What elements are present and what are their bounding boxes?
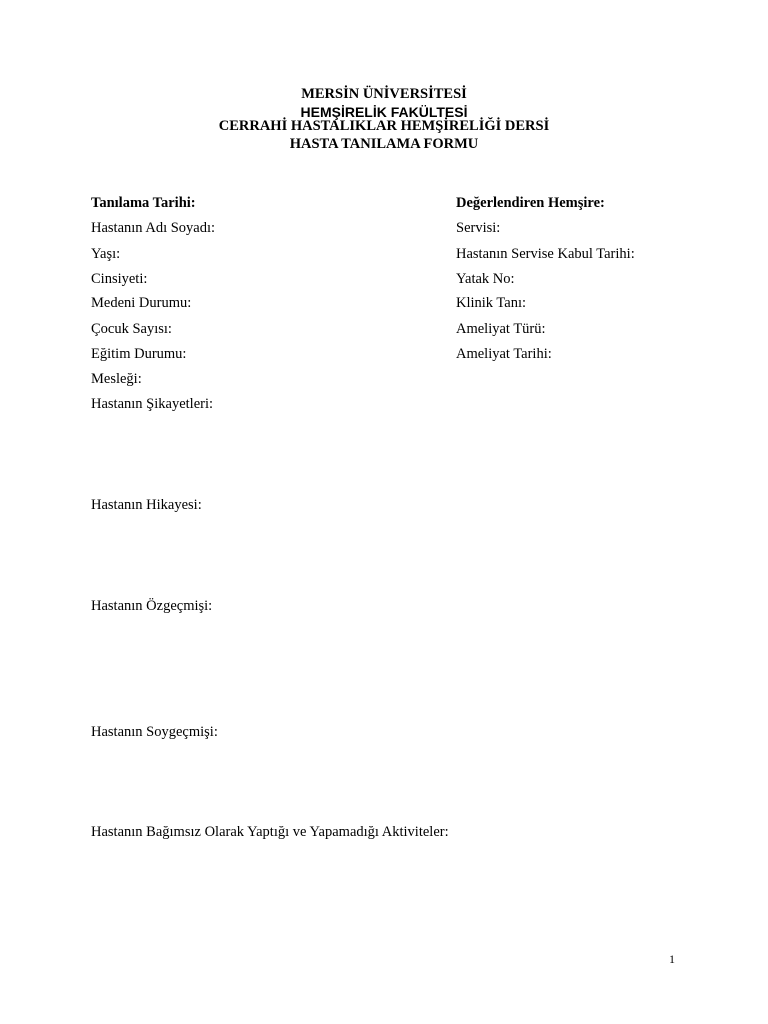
section-hikayesi: Hastanın Hikayesi: [91,497,202,513]
field-klinik-tani: Klinik Tanı: [456,295,527,311]
field-cinsiyeti: Cinsiyeti: [91,271,148,287]
section-soygecmisi: Hastanın Soygeçmişi: [91,724,218,740]
field-ameliyat-tarihi: Ameliyat Tarihi: [456,346,552,362]
university-title: MERSİN ÜNİVERSİTESİ [301,86,467,102]
course-title: CERRAHİ HASTALIKLAR HEMŞİRELİĞİ DERSİ [218,118,550,134]
field-yasi: Yaşı: [91,246,121,262]
field-meslegi: Mesleği: [91,371,142,387]
page-number: 1 [669,952,675,966]
field-kabul-tarihi: Hastanın Servise Kabul Tarihi: [456,246,635,262]
faculty-title: HEMŞİRELİK FAKÜLTESİ [300,104,468,120]
field-cocuk-sayisi: Çocuk Sayısı: [91,321,172,337]
field-servisi: Servisi: [456,220,501,236]
field-tanilama-tarihi: Tanılama Tarihi: [91,195,196,211]
section-aktiviteler: Hastanın Bağımsız Olarak Yaptığı ve Yapamadığı Aktiviteler: [91,824,449,840]
field-sikayetleri: Hastanın Şikayetleri: [91,396,214,412]
field-yatak-no: Yatak No: [456,271,515,287]
field-ameliyat-turu: Ameliyat Türü: [456,321,546,337]
field-degerlendiren-hemsire: Değerlendiren Hemşire: [456,195,605,211]
form-title: HASTA TANILAMA FORMU [289,136,479,152]
section-ozgecmisi: Hastanın Özgeçmişi: [91,598,213,614]
field-adi-soyadi: Hastanın Adı Soyadı: [91,220,216,236]
field-medeni-durumu: Medeni Durumu: [91,295,192,311]
field-egitim-durumu: Eğitim Durumu: [91,346,187,362]
